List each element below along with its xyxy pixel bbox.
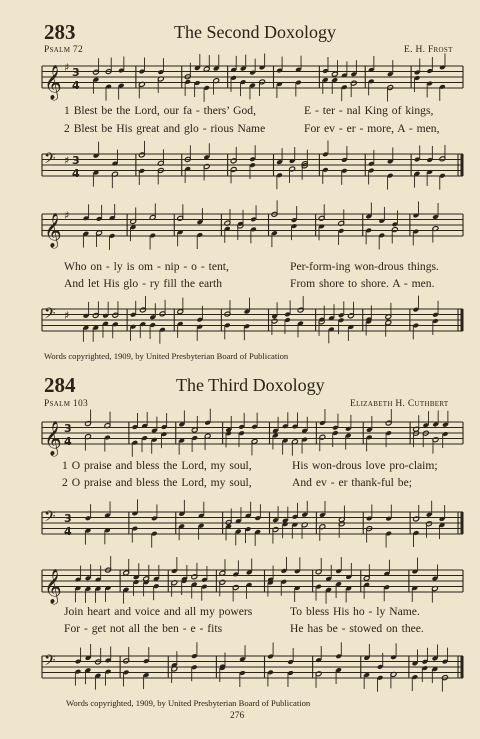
music-staff [40,416,465,460]
lyric-line: He has be - stowed on thee. [290,622,424,635]
hymn-title: The Third Doxology [176,375,325,395]
lyric-line: E - ter - nal King of kings, [304,104,434,117]
lyric-line: 2 O praise and bless the Lord, my soul, [62,476,252,489]
bass-clef-icon: 𝄢 [44,652,56,673]
author-credit: Elizabeth H. Cuthbert [350,399,449,409]
lyric-line: To bless His ho - ly Name. [290,605,420,618]
lyric-line: His won-drous love pro-claim; [292,459,438,472]
time-signature-icon: 4 [64,525,72,538]
time-signature-icon: 4 [72,167,80,180]
lyric-line: Join heart and voice and all my powers [64,605,253,618]
scripture-reference: Psalm 103 [44,399,89,409]
copyright-notice: Words copyrighted, 1909, by United Presbyterian Board of Publication [44,351,289,361]
music-staff [40,564,465,608]
page-number: 276 [230,711,245,721]
treble-clef-icon: 𝄞 [44,65,62,100]
sharp-icon: ♯ [64,309,70,322]
treble-clef-icon: 𝄞 [44,569,62,604]
hymn-number: 284 [44,373,76,397]
lyric-line: 2 Blest be His great and glo - rious Name [64,122,266,135]
music-staff [40,650,465,694]
treble-clef-icon: 𝄞 [44,421,62,456]
lyric-line: And let His glo - ry fill the earth [64,277,223,290]
bass-clef-icon: 𝄢 [44,508,56,529]
time-signature-icon: 3 [72,66,80,79]
lyric-line: Per-form-ing won-drous things. [290,260,439,273]
lyric-line: 1 O praise and bless the Lord, my soul, [62,459,252,472]
time-signature-icon: 3 [64,422,72,435]
scripture-reference: Psalm 72 [44,45,84,55]
time-signature-icon: 4 [64,435,72,448]
music-staff [40,506,465,550]
music-staff [40,208,465,252]
lyric-line: From shore to shore. A - men. [290,277,435,290]
hymn-title: The Second Doxology [174,22,336,42]
music-staff [40,303,465,347]
sharp-icon: ♯ [64,61,70,74]
lyric-line: 1 Blest be the Lord, our fa - thers’ God, [64,104,256,117]
time-signature-icon: 4 [72,79,80,92]
music-staff [40,60,465,104]
treble-clef-icon: 𝄞 [44,213,62,248]
copyright-notice: Words copyrighted, 1909, by United Presbyterian Board of Publication [66,698,311,708]
lyric-line: For ev - er - more, A - men, [304,122,440,135]
lyric-line: And ev - er thank-ful be; [292,476,412,489]
sharp-icon: ♯ [64,209,70,222]
lyric-line: Who on - ly is om - nip - o - tent, [64,260,229,273]
sharp-icon: ♯ [64,154,70,167]
bass-clef-icon: 𝄢 [44,305,56,326]
time-signature-icon: 3 [72,154,80,167]
time-signature-icon: 3 [64,512,72,525]
bass-clef-icon: 𝄢 [44,150,56,171]
author-credit: E. H. Frost [404,45,453,55]
lyric-line: For - get not all the ben - e - fits [64,622,223,635]
hymn-number: 283 [44,20,76,44]
music-staff [40,148,465,192]
